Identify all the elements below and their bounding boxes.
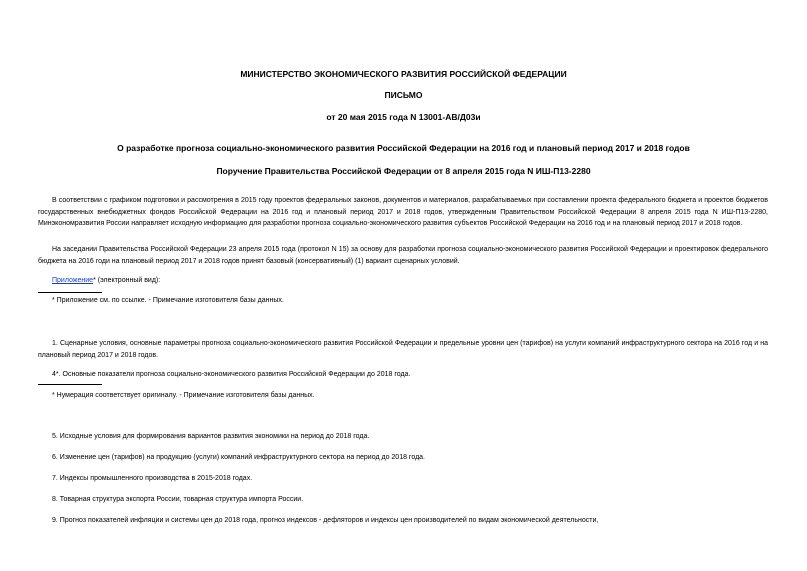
footnote-divider (38, 292, 102, 293)
doc-subject: О разработке прогноза социально-экономического развития Российской Федерации на 2016 год и плановый период 2017 и 2018 годов (117, 143, 690, 153)
paragraph-2: На заседании Правительства Российской Федерации 23 апреля 2015 года (протокол N 15) за основу для разработки прогноза социально-экономического развития Российской Федерации и проектировок федерального бюджета на 2016 годи на плановый период 2017 и 2018 годов принят базовый (консервативный) (1) вариант сценарных условий. (38, 246, 768, 265)
footnote-1: * Приложение см. по ссылке. - Примечание изготовителя базы данных. (52, 297, 284, 304)
paragraph-1: В соответствии с графиком подготовки и рассмотрения в 2015 году проектов федеральных законов, документов и материалов, разрабатываемых при составлении проекта федерального бюджета и проектов бюджетов государственных внебюджетных фондов Российской Федерации на 2016 год и плановый период 2017 и 2018 годов, утвержденным Правительством Российской Федерации 8 апреля 2015 года N ИШ-П13-2280, Минэкономразвития России направляет исходную информацию для разработки прогноза социально-экономического развития субъектов Российской Федерации на 2016 год и на плановый период 2017 и 2018 годов. (38, 197, 768, 227)
footnote-divider (38, 384, 102, 385)
list-item-5: 5. Исходные условия для формирования вариантов развития экономики на период до 2018 года. (52, 433, 370, 440)
list-item-7: 7. Индексы промышленного производства в 2015-2018 годах. (52, 475, 253, 482)
doc-date-number: от 20 мая 2015 года N 13001-АВ/Д03и (326, 112, 481, 122)
list-item-9: 9. Прогноз показателей инфляции и системы цен до 2018 года, прогноз индексов - дефляторов и индексы цен производителей по видам экономической деятельности, (52, 517, 599, 524)
list-item-6: 6. Изменение цен (тарифов) на продукцию (услуги) компаний инфраструктурного сектора на период до 2018 года. (52, 454, 425, 461)
list-item-1: 1. Сценарные условия, основные параметры прогноза социально-экономического развития Российской Федерации и предельные уровни цен (тарифов) на услуги компаний инфраструктурного сектора на 2016 год и на плановый период 2017 и 2018 годов. (38, 340, 768, 359)
list-item-8: 8. Товарная структура экспорта России, товарная структура импорта России. (52, 496, 304, 503)
appendix-line (52, 276, 160, 285)
instruction-reference: Поручение Правительства Российской Федерации от 8 апреля 2015 года N ИШ-П13-2280 (216, 166, 591, 176)
footnote-2: * Нумерация соответствует оригиналу. - Примечание изготовителя базы данных. (52, 392, 315, 399)
list-item-4: 4*. Основные показатели прогноза социально-экономического развития Российской Федерации до 2018 года. (52, 371, 411, 378)
doc-type-heading: ПИСЬМО (384, 90, 423, 100)
ministry-heading: МИНИСТЕРСТВО ЭКОНОМИЧЕСКОГО РАЗВИТИЯ РОССИЙСКОЙ ФЕДЕРАЦИИ (240, 69, 567, 79)
appendix-link[interactable]: Приложение (52, 277, 94, 284)
appendix-note: * (электронный вид): (93, 277, 161, 284)
